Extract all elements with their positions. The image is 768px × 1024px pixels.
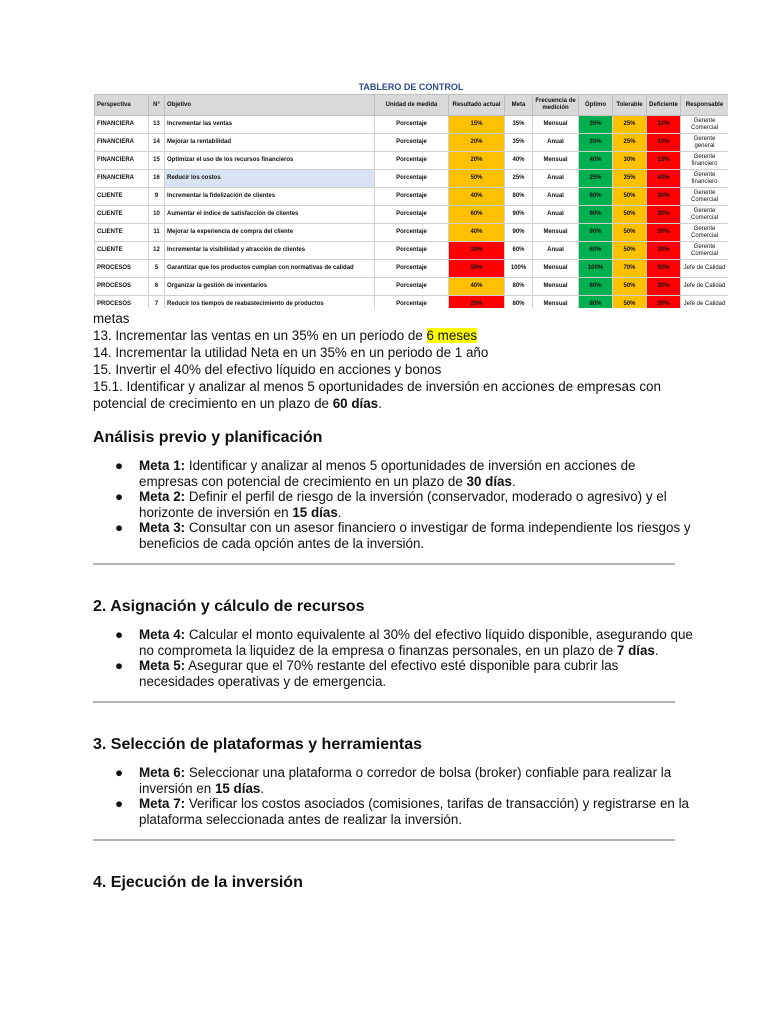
cell-perspectiva: FINANCIERA: [95, 116, 149, 134]
cell-frecuencia: Anual: [533, 206, 579, 224]
bullet-icon: ●: [115, 458, 124, 473]
cell-resultado: 40%: [449, 278, 505, 296]
cell-perspectiva: CLIENTE: [95, 206, 149, 224]
col-header: Responsable: [681, 95, 729, 116]
cell-tolerable: 25%: [613, 116, 647, 134]
bullet-icon: ●: [115, 627, 124, 642]
cell-optimo: 80%: [579, 278, 613, 296]
cell-unidad: Porcentaje: [375, 116, 449, 134]
cell-deficiente: 10%: [647, 134, 681, 152]
cell-unidad: Porcentaje: [375, 296, 449, 309]
list-item: [93, 489, 693, 520]
cell-number: 7: [149, 296, 165, 309]
cell-responsable: Gerente Comercial: [681, 116, 729, 134]
cell-deficiente: 30%: [647, 224, 681, 242]
cell-optimo: 100%: [579, 260, 613, 278]
cell-frecuencia: Anual: [533, 188, 579, 206]
cell-unidad: Porcentaje: [375, 278, 449, 296]
cell-tolerable: 50%: [613, 224, 647, 242]
cell-perspectiva: CLIENTE: [95, 188, 149, 206]
cell-number: 15: [149, 152, 165, 170]
goal-13: [93, 327, 693, 344]
cell-resultado: 40%: [449, 188, 505, 206]
cell-number: 12: [149, 242, 165, 260]
meta-label: Meta 1:: [139, 458, 186, 473]
meta-text: Definir el perfil de riesgo de la inversión (conservador, moderado o agresivo) y el horizonte de inversión en: [139, 489, 667, 520]
cell-perspectiva: FINANCIERA: [95, 134, 149, 152]
cell-unidad: Porcentaje: [375, 260, 449, 278]
section-title-seleccion: 3. Selección de plataformas y herramientas: [93, 736, 423, 753]
goal-14: 14. Incrementar la utilidad Neta en un 35% en un periodo de 1 año: [93, 345, 489, 360]
cell-objetivo: Incrementar las ventas: [165, 116, 375, 134]
cell-resultado: 20%: [449, 152, 505, 170]
cell-optimo: 40%: [579, 152, 613, 170]
cell-meta: 90%: [505, 206, 533, 224]
section-seleccion-list: [93, 765, 693, 827]
cell-resultado: 30%: [449, 242, 505, 260]
cell-deficiente: 30%: [647, 296, 681, 309]
cell-number: 9: [149, 188, 165, 206]
cell-optimo: 80%: [579, 188, 613, 206]
table-row: [95, 188, 729, 206]
cell-responsable: Gerente Comercial: [681, 224, 729, 242]
kpi-table-body: [95, 116, 729, 309]
cell-tolerable: 30%: [613, 152, 647, 170]
goal-15-1-post: .: [378, 396, 382, 411]
cell-objetivo: Aumentar el índice de satisfacción de clientes: [165, 206, 375, 224]
cell-tolerable: 50%: [613, 296, 647, 309]
goal-13-highlight: 6 meses: [426, 328, 478, 343]
meta-text: Identificar y analizar al menos 5 oportunidades de inversión en acciones de empresas con potencial de crecimiento en un plazo de: [139, 458, 636, 489]
cell-perspectiva: FINANCIERA: [95, 152, 149, 170]
meta-label: Meta 7:: [139, 796, 186, 811]
table-row: [95, 134, 729, 152]
cell-deficiente: 30%: [647, 206, 681, 224]
cell-deficiente: 50%: [647, 260, 681, 278]
cell-frecuencia: Mensual: [533, 224, 579, 242]
cell-number: 16: [149, 170, 165, 188]
list-item: [93, 627, 693, 658]
document-body: [93, 310, 693, 893]
col-header: N°: [149, 95, 165, 116]
table-row: [95, 260, 729, 278]
cell-deficiente: 30%: [647, 278, 681, 296]
cell-meta: 90%: [505, 224, 533, 242]
meta-post: .: [654, 642, 659, 658]
cell-tolerable: 70%: [613, 260, 647, 278]
cell-responsable: Gerente Comercial: [681, 206, 729, 224]
col-header: Frecuencia de medición: [533, 95, 579, 116]
cell-unidad: Porcentaje: [375, 152, 449, 170]
meta-text: Calcular el monto equivalente al 30% del efectivo líquido disponible, asegurando que no comprometa la liquidez de la empresa o finanzas personales, en un plazo de: [139, 627, 693, 658]
cell-objetivo: Reducir los costos: [165, 170, 375, 188]
cell-deficiente: 40%: [647, 170, 681, 188]
cell-optimo: 60%: [579, 242, 613, 260]
cell-number: 6: [149, 278, 165, 296]
goal-15: 15. Invertir el 40% del efectivo líquido en acciones y bonos: [93, 362, 442, 377]
goal-13-text: 13. Incrementar las ventas en un 35% en un periodo de: [93, 328, 427, 343]
meta-bold: 15 días: [214, 780, 261, 796]
cell-tolerable: 50%: [613, 188, 647, 206]
cell-optimo: 90%: [579, 206, 613, 224]
cell-responsable: Jefe de Calidad: [681, 260, 729, 278]
cell-responsable: Gerente financiero: [681, 152, 729, 170]
cell-resultado: 20%: [449, 296, 505, 309]
cell-frecuencia: Mensual: [533, 296, 579, 309]
col-header: Óptimo: [579, 95, 613, 116]
cell-deficiente: 30%: [647, 188, 681, 206]
section-title-ejecucion: 4. Ejecución de la inversión: [93, 874, 303, 891]
cell-number: 11: [149, 224, 165, 242]
metas-label: metas: [93, 311, 130, 326]
cell-frecuencia: Anual: [533, 170, 579, 188]
list-item: [93, 796, 693, 827]
cell-meta: 100%: [505, 260, 533, 278]
cell-objetivo: Optimizar el uso de los recursos financieros: [165, 152, 375, 170]
list-item: [93, 520, 693, 551]
cell-tolerable: 50%: [613, 206, 647, 224]
table-row: [95, 278, 729, 296]
cell-responsable: Gerente general: [681, 134, 729, 152]
cell-unidad: Porcentaje: [375, 224, 449, 242]
table-row: [95, 206, 729, 224]
table-row: [95, 296, 729, 309]
col-header: Perspectiva: [95, 95, 149, 116]
goal-15-1-text: 15.1. Identificar y analizar al menos 5 oportunidades de inversión en acciones de empresas con potencial de crecimiento en un plazo de: [93, 379, 661, 411]
cell-meta: 80%: [505, 188, 533, 206]
bullet-icon: ●: [115, 489, 124, 504]
cell-responsable: Gerente Comercial: [681, 242, 729, 260]
cell-frecuencia: Mensual: [533, 152, 579, 170]
cell-responsable: Gerente Comercial: [681, 188, 729, 206]
cell-tolerable: 35%: [613, 170, 647, 188]
cell-meta: 60%: [505, 242, 533, 260]
col-header: Meta: [505, 95, 533, 116]
cell-resultado: 50%: [449, 170, 505, 188]
cell-perspectiva: PROCESOS: [95, 278, 149, 296]
section-asignacion-list: [93, 627, 693, 689]
col-header: Tolerable: [613, 95, 647, 116]
section-title-asignacion: 2. Asignación y cálculo de recursos: [93, 598, 365, 615]
goal-15-1-bold: 60 días: [332, 396, 379, 411]
goal-15-1: [93, 378, 693, 412]
table-header-row: [95, 95, 729, 116]
cell-frecuencia: Mensual: [533, 260, 579, 278]
cell-tolerable: 50%: [613, 278, 647, 296]
meta-label: Meta 4:: [139, 627, 186, 642]
meta-label: Meta 2:: [139, 489, 186, 504]
list-item: [93, 658, 693, 689]
cell-optimo: 80%: [579, 296, 613, 309]
meta-label: Meta 6:: [139, 765, 186, 780]
cell-perspectiva: PROCESOS: [95, 260, 149, 278]
cell-frecuencia: Anual: [533, 242, 579, 260]
cell-perspectiva: CLIENTE: [95, 224, 149, 242]
meta-post: .: [337, 504, 342, 520]
cell-meta: 80%: [505, 278, 533, 296]
cell-meta: 35%: [505, 134, 533, 152]
cell-meta: 35%: [505, 116, 533, 134]
col-header: Objetivo: [165, 95, 375, 116]
cell-unidad: Porcentaje: [375, 170, 449, 188]
meta-bold: 15 días: [292, 504, 338, 520]
col-header: Resultado actual: [449, 95, 505, 116]
cell-unidad: Porcentaje: [375, 206, 449, 224]
section-title-analisis: Análisis previo y planificación: [93, 429, 323, 446]
meta-text: Verificar los costos asociados (comisiones, tarifas de transacción) y registrarse en la plataforma seleccionada antes de realizar la inversión.: [139, 796, 689, 827]
table-row: [95, 170, 729, 188]
cell-optimo: 35%: [579, 116, 613, 134]
cell-objetivo: Incrementar la fidelización de clientes: [165, 188, 375, 206]
cell-perspectiva: CLIENTE: [95, 242, 149, 260]
list-item: [93, 458, 693, 489]
cell-optimo: 35%: [579, 134, 613, 152]
table-row: [95, 242, 729, 260]
cell-objetivo: Reducir los tiempos de reabastecimiento de productos: [165, 296, 375, 309]
meta-text: Seleccionar una plataforma o corredor de bolsa (broker) confiable para realizar la inversión en: [139, 765, 672, 796]
cell-objetivo: Mejorar la rentabilidad: [165, 134, 375, 152]
cell-responsable: Gerente financiero: [681, 170, 729, 188]
cell-meta: 80%: [505, 296, 533, 309]
table-row: [95, 116, 729, 134]
list-item: [93, 765, 693, 796]
cell-objetivo: Garantizar que los productos cumplan con normativas de calidad: [165, 260, 375, 278]
cell-responsable: Jefe de Calidad: [681, 278, 729, 296]
cell-number: 10: [149, 206, 165, 224]
meta-text: Consultar con un asesor financiero o investigar de forma independiente los riesgos y beneficios de cada opción antes de la inversión.: [139, 520, 691, 551]
table-row: [95, 152, 729, 170]
cell-perspectiva: PROCESOS: [95, 296, 149, 309]
cell-resultado: 50%: [449, 260, 505, 278]
table-row: [95, 224, 729, 242]
meta-label: Meta 3:: [139, 520, 186, 535]
cell-frecuencia: Anual: [533, 134, 579, 152]
cell-resultado: 40%: [449, 224, 505, 242]
meta-text: Asegurar que el 70% restante del efectivo esté disponible para cubrir las necesidades operativas y de emergencia.: [139, 658, 619, 689]
meta-bold: 30 días: [466, 473, 512, 489]
bullet-icon: ●: [115, 796, 124, 811]
cell-meta: 40%: [505, 152, 533, 170]
bullet-icon: ●: [115, 520, 124, 535]
kpi-table: [94, 94, 728, 308]
control-table-image: [94, 80, 728, 308]
cell-deficiente: 30%: [647, 242, 681, 260]
meta-post: .: [260, 780, 265, 796]
cell-deficiente: 10%: [647, 116, 681, 134]
cell-resultado: 20%: [449, 134, 505, 152]
cell-tolerable: 50%: [613, 242, 647, 260]
cell-tolerable: 25%: [613, 134, 647, 152]
cell-meta: 25%: [505, 170, 533, 188]
cell-number: 5: [149, 260, 165, 278]
meta-label: Meta 5:: [139, 658, 186, 673]
cell-resultado: 15%: [449, 116, 505, 134]
table-title: TABLERO DE CONTROL: [358, 82, 464, 92]
cell-deficiente: 15%: [647, 152, 681, 170]
meta-post: .: [511, 473, 516, 489]
cell-number: 13: [149, 116, 165, 134]
cell-perspectiva: FINANCIERA: [95, 170, 149, 188]
cell-frecuencia: Mensual: [533, 278, 579, 296]
meta-bold: 7 días: [616, 642, 655, 658]
section-analisis-list: [93, 458, 693, 551]
bullet-icon: ●: [115, 765, 124, 780]
cell-responsable: Jefe de Calidad: [681, 296, 729, 309]
cell-optimo: 25%: [579, 170, 613, 188]
cell-objetivo: Incrementar la visibilidad y atracción de clientes: [165, 242, 375, 260]
cell-objetivo: Organizar la gestión de inventarios: [165, 278, 375, 296]
col-header: Unidad de medida: [375, 95, 449, 116]
cell-unidad: Porcentaje: [375, 242, 449, 260]
cell-unidad: Porcentaje: [375, 188, 449, 206]
cell-optimo: 90%: [579, 224, 613, 242]
cell-objetivo: Mejorar la experiencia de compra del cliente: [165, 224, 375, 242]
cell-frecuencia: Mensual: [533, 116, 579, 134]
col-header: Deficiente: [647, 95, 681, 116]
cell-resultado: 60%: [449, 206, 505, 224]
cell-unidad: Porcentaje: [375, 134, 449, 152]
cell-number: 14: [149, 134, 165, 152]
bullet-icon: ●: [115, 658, 124, 673]
